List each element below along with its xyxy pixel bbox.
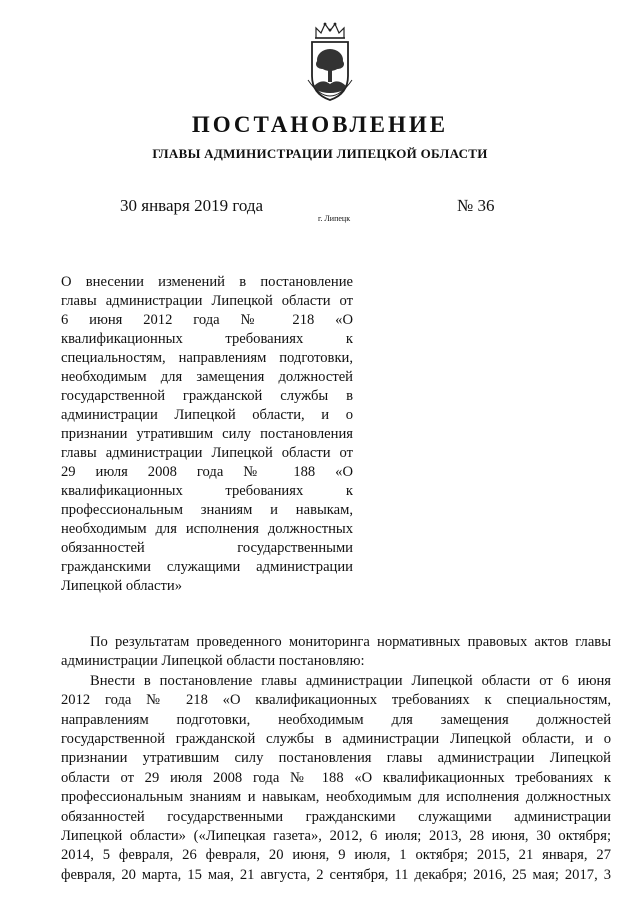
subject-line: 6 июня 2012 года № 218 «О	[61, 312, 353, 328]
body-line: 2014, 5 февраля, 26 февраля, 20 июня, 9 июля, 1 октября; 2015, 21 января, 27	[61, 847, 611, 864]
body-line: обязанностей государственными гражданскими служащими администрации	[61, 808, 611, 825]
body-line: профессиональным знаниям и навыкам, необходимым для исполнения должностных	[61, 789, 611, 806]
coat-of-arms-emblem	[302, 20, 358, 104]
body-line: Липецкой области» («Липецкая газета», 2012, 6 июля; 2013, 28 июня, 30 октября;	[61, 828, 611, 845]
document-number: № 36	[457, 196, 495, 215]
subject-line: главы администрации Липецкой области от	[61, 293, 353, 309]
subject-line: 29 июля 2008 года № 188 «О	[61, 464, 353, 480]
body-line: Внести в постановление главы администрации Липецкой области от 6 июня	[90, 672, 611, 689]
subject-line: профессиональным знаниям и навыкам,	[61, 502, 353, 518]
body-line: февраля, 20 марта, 15 мая, 21 августа, 2 сентября, 11 декабря; 2016, 25 мая; 2017, 3	[61, 866, 611, 883]
document-date: 30 января 2019 года	[120, 196, 264, 215]
subject-line: обязанностей государственными	[61, 540, 353, 556]
subject-line: государственной гражданской службы в	[61, 388, 353, 404]
document-city: г. Липецк	[318, 214, 351, 223]
subject-line: администрации Липецкой области, и о	[61, 407, 353, 423]
document-subject	[61, 273, 353, 596]
body-line: администрации Липецкой области постановляю:	[61, 653, 365, 670]
subject-line: Липецкой области»	[61, 578, 182, 594]
document-body	[61, 633, 611, 885]
subject-line: необходимым для замещения должностей	[61, 369, 353, 385]
subject-line: признании утратившим силу постановления	[61, 426, 353, 442]
subject-line: О внесении изменений в постановление	[61, 274, 353, 290]
document-subtitle: ГЛАВЫ АДМИНИСТРАЦИИ ЛИПЕЦКОЙ ОБЛАСТИ	[152, 146, 488, 161]
body-line: направлениям подготовки, необходимым для замещения должностей	[61, 711, 611, 728]
subject-line: главы администрации Липецкой области от	[61, 445, 353, 461]
subject-line: квалификационных требованиях к	[61, 483, 353, 499]
document-title: ПОСТАНОВЛЕНИЕ	[191, 112, 449, 137]
subject-line: квалификационных требованиях к	[61, 331, 353, 347]
body-line: области от 29 июля 2008 года № 188 «О квалификационных требованиях к	[61, 769, 611, 786]
body-line: По результатам проведенного мониторинга нормативных правовых актов главы	[90, 634, 611, 650]
body-line: государственной гражданской службы в администрации Липецкой области, и о	[61, 731, 611, 748]
body-line: признании утратившим силу постановления главы администрации Липецкой	[61, 750, 611, 767]
body-line: 2012 года № 218 «О квалификационных требованиях к специальностям,	[61, 692, 611, 709]
subject-line: необходимым для исполнения должностных	[61, 521, 353, 537]
subject-line: гражданскими служащими администрации	[61, 559, 353, 575]
subject-line: специальностям, направлениям подготовки,	[61, 350, 353, 366]
